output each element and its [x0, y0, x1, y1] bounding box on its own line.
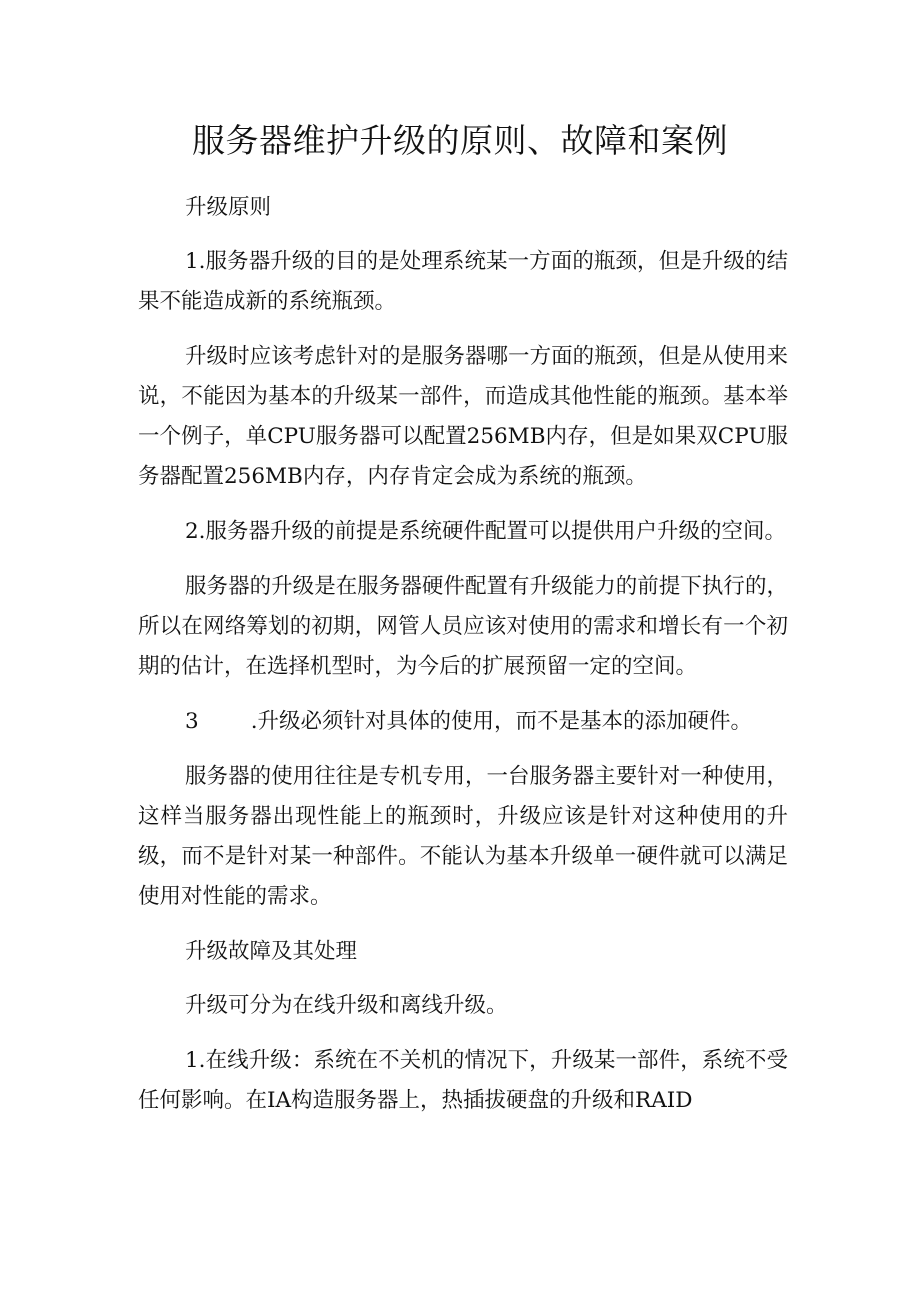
list-text: .升级必须针对具体的使用，而不是基本的添加硬件。	[250, 709, 753, 734]
section-heading-upgrade-faults: 升级故障及其处理	[185, 939, 358, 964]
paragraph-principle-3	[138, 702, 788, 742]
list-number: 3	[185, 709, 199, 734]
paragraph-principle-2-detail: 服务器的升级是在服务器硬件配置有升级能力的前提下执行的，所以在网络筹划的初期，网管人员应该对使用的需求和增长有一个初期的估计，在选择机型时，为今后的扩展预留一定的空间。	[138, 574, 788, 679]
paragraph-online-upgrade: 1.在线升级：系统在不关机的情况下，升级某一部件，系统不受任何影响。在IA构造服务器上，热插拔硬盘的升级和RAID	[138, 1048, 788, 1113]
document-body	[138, 188, 788, 1136]
paragraph-principle-2: 2.服务器升级的前提是系统硬件配置可以提供用户升级的空间。	[185, 519, 787, 544]
section-heading-upgrade-principles: 升级原则	[185, 195, 272, 220]
paragraph-principle-1-detail: 升级时应该考虑针对的是服务器哪一方面的瓶颈，但是从使用来说，不能因为基本的升级某一部件，而造成其他性能的瓶颈。基本举一个例子，单CPU服务器可以配置256MB内存，但是如果双CPU服务器配置256MB内存，内存肯定会成为系统的瓶颈。	[138, 344, 788, 489]
paragraph-principle-3-detail: 服务器的使用往往是专机专用，一台服务器主要针对一种使用，这样当服务器出现性能上的瓶颈时，升级应该是针对这种使用的升级，而不是针对某一种部件。不能认为基本升级单一硬件就可以满足使用对性能的需求。	[138, 764, 788, 909]
document-title: 服务器维护升级的原则、故障和案例	[192, 121, 728, 160]
paragraph-upgrade-types: 升级可分为在线升级和离线升级。	[185, 993, 508, 1018]
paragraph-principle-1: 1.服务器升级的目的是处理系统某一方面的瓶颈，但是升级的结果不能造成新的系统瓶颈。	[138, 249, 788, 314]
